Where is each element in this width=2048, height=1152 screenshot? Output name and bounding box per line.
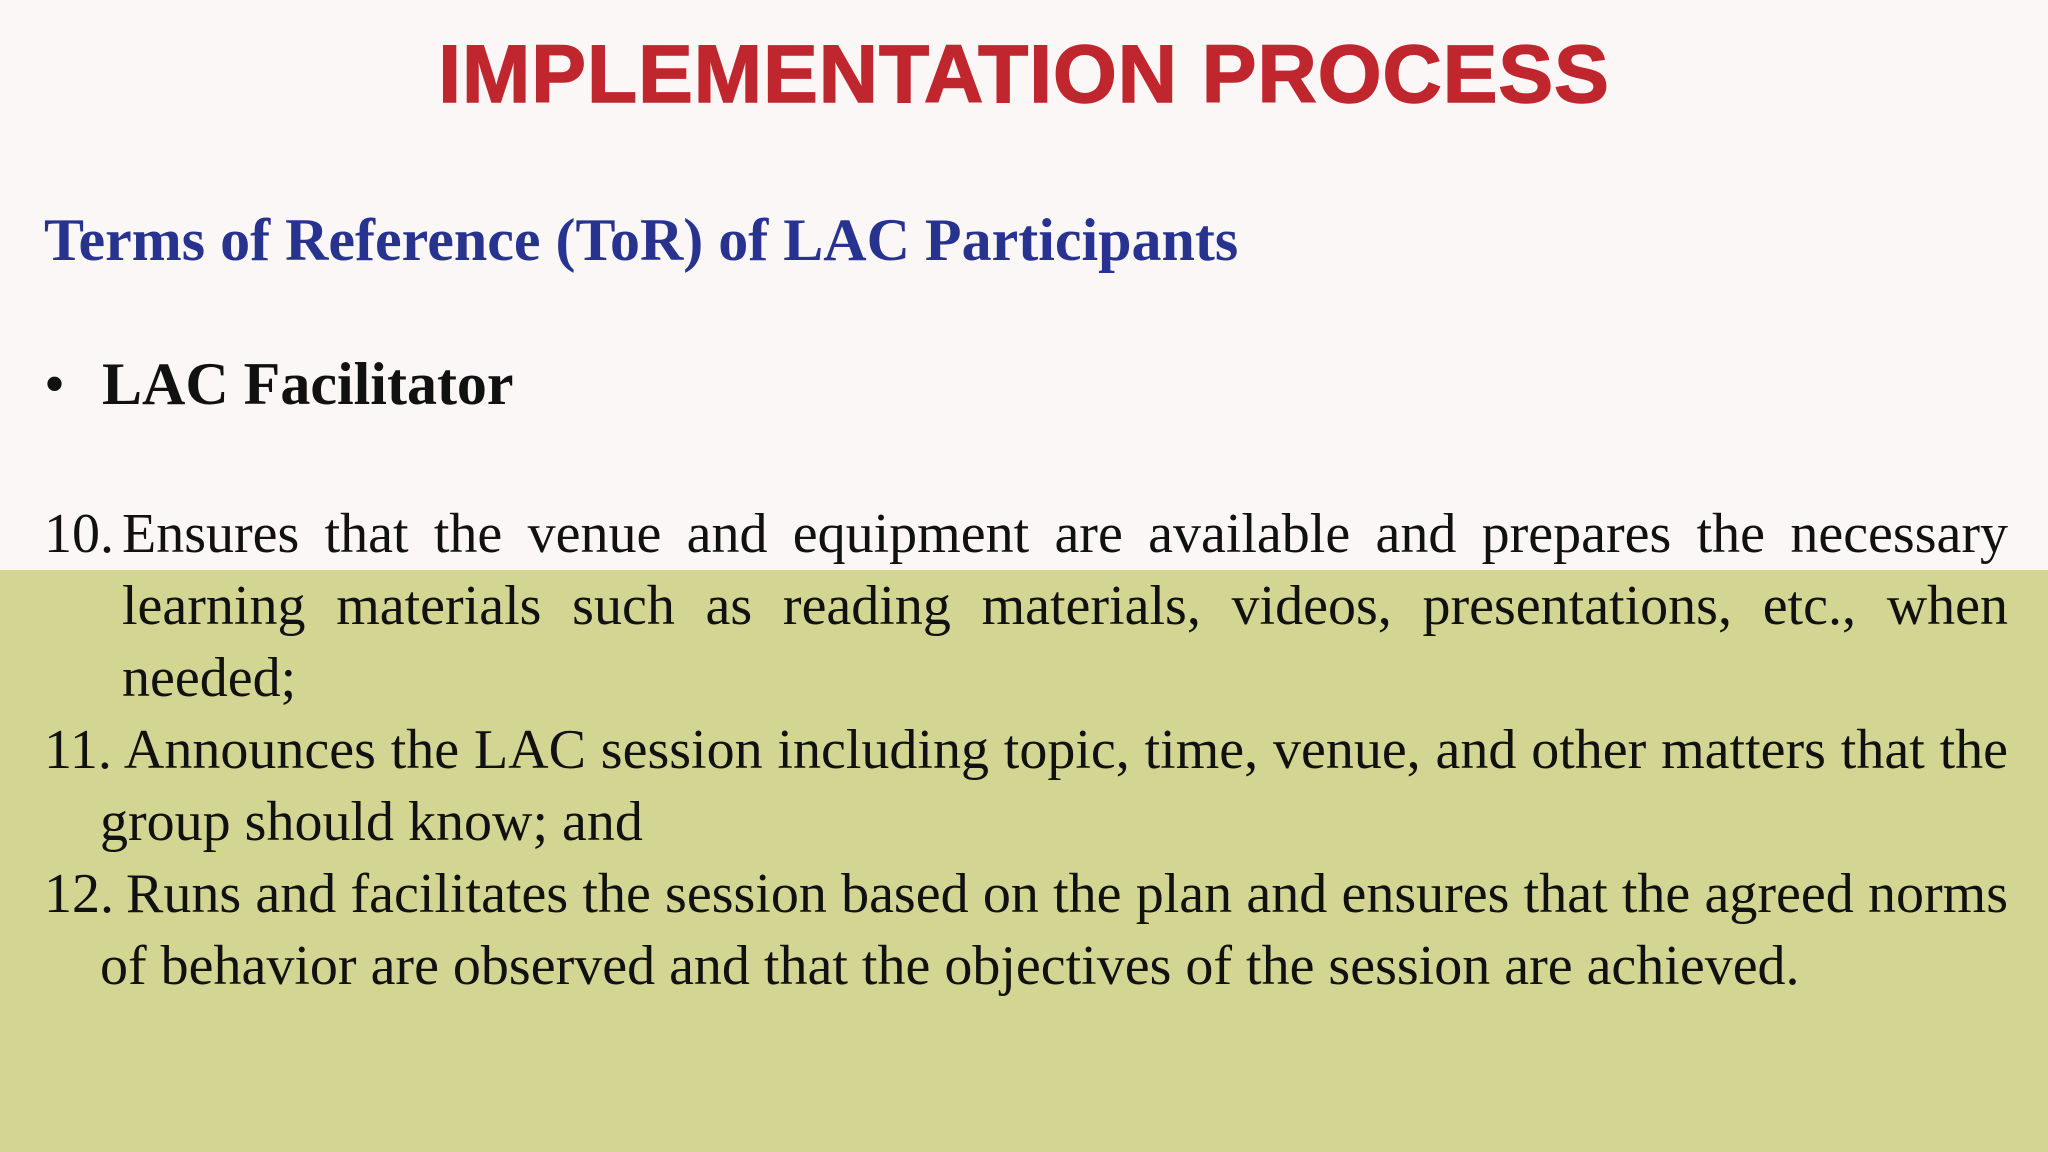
bullet-label: LAC Facilitator [102, 351, 514, 417]
bullet-heading [44, 350, 514, 419]
list-item-number: 11. [44, 719, 112, 781]
responsibility-list [44, 498, 2008, 1002]
slide-title: IMPLEMENTATION PROCESS [438, 29, 1610, 120]
list-item-text: Runs and facilitates the session based on the plan and ensures that the agreed norms of behavior are observed and that the objectives of the session are achieved. [100, 863, 2008, 997]
list-item-number: 10. [44, 503, 114, 565]
list-item [44, 498, 2008, 714]
list-item [44, 714, 2008, 858]
list-item-text: Announces the LAC session including topic, time, venue, and other matters that the group should know; and [100, 719, 2008, 853]
list-item [44, 858, 2008, 1002]
list-item-text: Ensures that the venue and equipment are available and prepares the necessary learning materials such as reading materials, videos, presentations, etc., when needed; [122, 503, 2008, 709]
slide-subtitle: Terms of Reference (ToR) of LAC Participants [44, 207, 1239, 273]
bullet-dot: • [44, 351, 66, 417]
list-item-number: 12. [44, 863, 114, 925]
